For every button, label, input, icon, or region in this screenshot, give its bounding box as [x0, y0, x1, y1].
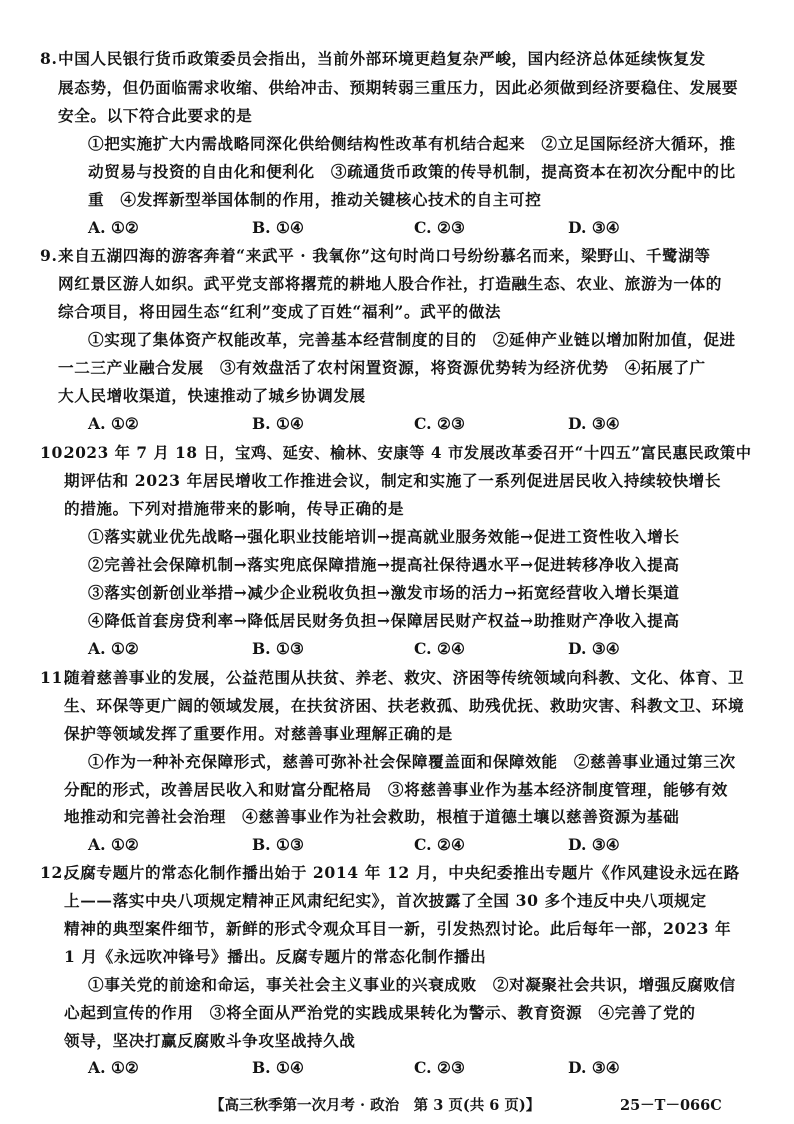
option-a[interactable]: A. ①②: [88, 218, 139, 237]
statement-line: 一二三产业融合发展 ③有效盘活了农村闲置资源，将资源优势转为经济优势 ④拓展了广: [58, 358, 706, 377]
option-c[interactable]: C. ②④: [414, 639, 465, 658]
option-c[interactable]: C. ②④: [414, 835, 465, 854]
statement-line: ③落实创新创业举措→减少企业税收负担→激发市场的活力→拓宽经营收入增长渠道: [88, 583, 680, 602]
option-b[interactable]: B. ①④: [252, 218, 304, 237]
statement-line: ①把实施扩大内需战略同深化供给侧结构性改革有机结合起来 ②立足国际经济大循环，推: [88, 134, 736, 153]
question-stem-line: 展态势，但仍面临需求收缩、供给冲击、预期转弱三重压力，因此必须做到经济要稳住、发展要: [58, 78, 739, 97]
option-c[interactable]: C. ②③: [414, 414, 465, 433]
statement-line: ①事关党的前途和命运，事关社会主义事业的兴衰成败 ②对凝聚社会共识，增强反腐败信: [88, 975, 736, 994]
question-stem-line: 期评估和 2023 年居民增收工作推进会议，制定和实施了一系列促进居民收入持续较快增长: [64, 471, 722, 490]
statement-line: 心起到宣传的作用 ③将全面从严治党的实践成果转化为警示、教育资源 ④完善了党的: [64, 1003, 696, 1022]
option-d[interactable]: D. ③④: [568, 218, 620, 237]
statement-line: ②完善社会保障机制→落实兜底保障措施→提高社保待遇水平→促进转移净收入提高: [88, 555, 680, 574]
option-a[interactable]: A. ①②: [88, 639, 139, 658]
question-stem-line: 生、环保等更广阔的领域发展，在扶贫济困、扶老救孤、助残优抚、救助灾害、科教文卫、环境: [64, 696, 745, 715]
statement-line: 地推动和完善社会治理 ④慈善事业作为社会救助，根植于道德土壤以慈善资源为基础: [64, 807, 680, 826]
question-stem-line: 随着慈善事业的发展，公益范围从扶贫、养老、救灾、济困等传统领域向科教、文化、体育、卫: [64, 668, 745, 687]
question-number: 11.: [40, 668, 69, 687]
option-c[interactable]: C. ②③: [414, 1058, 465, 1077]
footer-code: 25－T－066C: [620, 1097, 722, 1114]
statement-line: 领导，坚决打赢反腐败斗争攻坚战持久战: [64, 1031, 356, 1050]
footer-title: 【高三秋季第一次月考 · 政治 第 3 页(共 6 页)】: [210, 1097, 541, 1114]
option-b[interactable]: B. ①③: [252, 835, 304, 854]
option-d[interactable]: D. ③④: [568, 1058, 620, 1077]
question-number: 12.: [40, 863, 69, 882]
statement-line: ①实现了集体资产权能改革，完善基本经营制度的目的 ②延伸产业链以增加附加值，促进: [88, 330, 736, 349]
question-stem-line: 精神的典型案件细节，新鲜的形式令观众耳目一新，引发热烈讨论。此后每年一部，2023 年: [64, 919, 732, 938]
statement-line: 分配的形式，改善居民收入和财富分配格局 ③将慈善事业作为基本经济制度管理，能够有效: [64, 780, 728, 799]
option-d[interactable]: D. ③④: [568, 835, 620, 854]
option-a[interactable]: A. ①②: [88, 414, 139, 433]
question-number: 10.: [40, 443, 69, 462]
statement-line: 动贸易与投资的自由化和便利化 ③疏通货币政策的传导机制，提高资本在初次分配中的比: [88, 162, 736, 181]
question-stem-line: 中国人民银行货币政策委员会指出，当前外部环境更趋复杂严峻，国内经济总体延续恢复发: [58, 49, 706, 68]
question-stem-line: 的措施。下列对措施带来的影响，传导正确的是: [64, 499, 405, 518]
question-stem-line: 2023 年 7 月 18 日，宝鸡、延安、榆林、安康等 4 市发展改革委召开“十四五”富民惠民政策中: [64, 443, 752, 462]
question-stem-line: 安全。以下符合此要求的是: [58, 106, 253, 125]
question-stem-line: 反腐专题片的常态化制作播出始于 2014 年 12 月，中央纪委推出专题片《作风建设永远在路: [64, 863, 740, 882]
statement-line: 大人民增收渠道，快速推动了城乡协调发展: [58, 386, 366, 405]
statement-line: ①落实就业优先战略→强化职业技能培训→提高就业服务效能→促进工资性收入增长: [88, 527, 680, 546]
statement-line: 重 ④发挥新型举国体制的作用，推动关键核心技术的自主可控: [88, 190, 542, 209]
option-d[interactable]: D. ③④: [568, 414, 620, 433]
question-number: 9.: [40, 246, 58, 265]
question-stem-line: 综合项目，将田园生态“红利”变成了百姓“福利”。武平的做法: [58, 302, 502, 321]
question-stem-line: 保护等领域发挥了重要作用。对慈善事业理解正确的是: [64, 724, 453, 743]
question-stem-line: 上——落实中央八项规定精神正风肃纪纪实》，首次披露了全国 30 多个违反中央八项规定: [64, 891, 707, 910]
option-b[interactable]: B. ①④: [252, 414, 304, 433]
question-stem-line: 网红景区游人如织。武平党支部将撂荒的耕地人股合作社，打造融生态、农业、旅游为一体的: [58, 274, 722, 293]
statement-line: ④降低首套房贷利率→降低居民财务负担→保障居民财产权益→助推财产净收入提高: [88, 611, 680, 630]
option-b[interactable]: B. ①③: [252, 639, 304, 658]
option-a[interactable]: A. ①②: [88, 835, 139, 854]
question-stem-line: 1 月《永远吹冲锋号》播出。反腐专题片的常态化制作播出: [64, 947, 487, 966]
option-b[interactable]: B. ①④: [252, 1058, 304, 1077]
question-stem-line: 来自五湖四海的游客奔着“来武平 · 我氧你”这句时尚口号纷纷慕名而来，梁野山、千鹭湖等: [58, 246, 711, 265]
option-c[interactable]: C. ②③: [414, 218, 465, 237]
option-a[interactable]: A. ①②: [88, 1058, 139, 1077]
question-number: 8.: [40, 49, 58, 68]
option-d[interactable]: D. ③④: [568, 639, 620, 658]
statement-line: ①作为一种补充保障形式，慈善可弥补社会保障覆盖面和保障效能 ②慈善事业通过第三次: [88, 752, 736, 771]
